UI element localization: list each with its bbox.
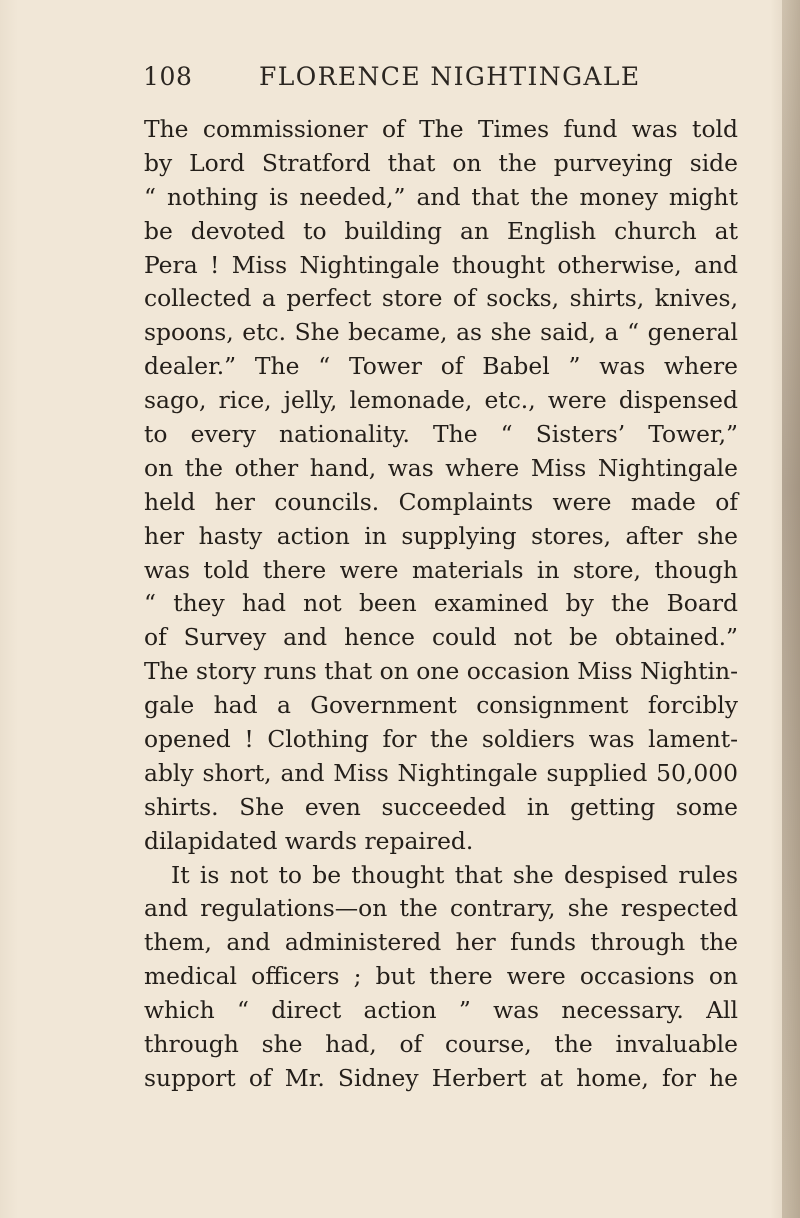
- running-head: [143, 62, 713, 102]
- text-line: through she had, of course, the invaluable: [144, 1030, 738, 1059]
- text-line: which “ direct action ” was necessary. All: [144, 996, 738, 1025]
- text-line: be devoted to building an English church at: [144, 216, 738, 245]
- text-line: of Survey and hence could not be obtained.”: [144, 623, 738, 652]
- text-line: them, and administered her funds through the: [144, 928, 738, 957]
- text-line: “ nothing is needed,” and that the money might: [144, 182, 738, 211]
- text-line: The story runs that on one occasion Miss Nightin-: [144, 657, 738, 686]
- text-line: and regulations—on the contrary, she respected: [144, 894, 738, 923]
- text-line: by Lord Stratford that on the purveying side: [144, 148, 738, 177]
- text-line: dealer.” The “ Tower of Babel ” was where: [144, 352, 738, 381]
- text-line: held her councils. Complaints were made of: [144, 487, 738, 516]
- text-line: The commissioner of The Times fund was told: [144, 115, 738, 143]
- text-line: to every nationality. The “ Sisters’ Tower,”: [144, 420, 738, 449]
- text-line: collected a perfect store of socks, shirts, knives,: [144, 284, 738, 313]
- running-title: FLORENCE NIGHTINGALE: [259, 62, 641, 91]
- text-line: ably short, and Miss Nightingale supplied 50,000: [144, 758, 738, 787]
- text-line: dilapidated wards repaired.: [144, 826, 474, 855]
- text-line: shirts. She even succeeded in getting some: [144, 792, 738, 821]
- page-edge-shadow: [782, 0, 800, 1218]
- text-line: opened ! Clothing for the soldiers was lament-: [144, 725, 738, 754]
- page-number: 108: [143, 62, 193, 91]
- text-line: gale had a Government consignment forcibly: [144, 691, 738, 720]
- body-text: [144, 113, 738, 1096]
- text-line: It is not to be thought that she despised rules: [171, 860, 738, 889]
- text-line: sago, rice, jelly, lemonade, etc., were dispensed: [144, 386, 738, 415]
- text-line: Pera ! Miss Nightingale thought otherwise, and: [144, 250, 738, 279]
- text-line: medical officers ; but there were occasions on: [144, 962, 738, 991]
- text-line: “ they had not been examined by the Board: [144, 589, 738, 618]
- text-line: her hasty action in supplying stores, after she: [144, 521, 738, 550]
- text-line: was told there were materials in store, though: [144, 555, 738, 584]
- text-line: on the other hand, was where Miss Nightingale: [144, 453, 738, 482]
- text-line: support of Mr. Sidney Herbert at home, for he: [144, 1063, 738, 1092]
- text-line: spoons, etc. She became, as she said, a “ general: [144, 318, 738, 347]
